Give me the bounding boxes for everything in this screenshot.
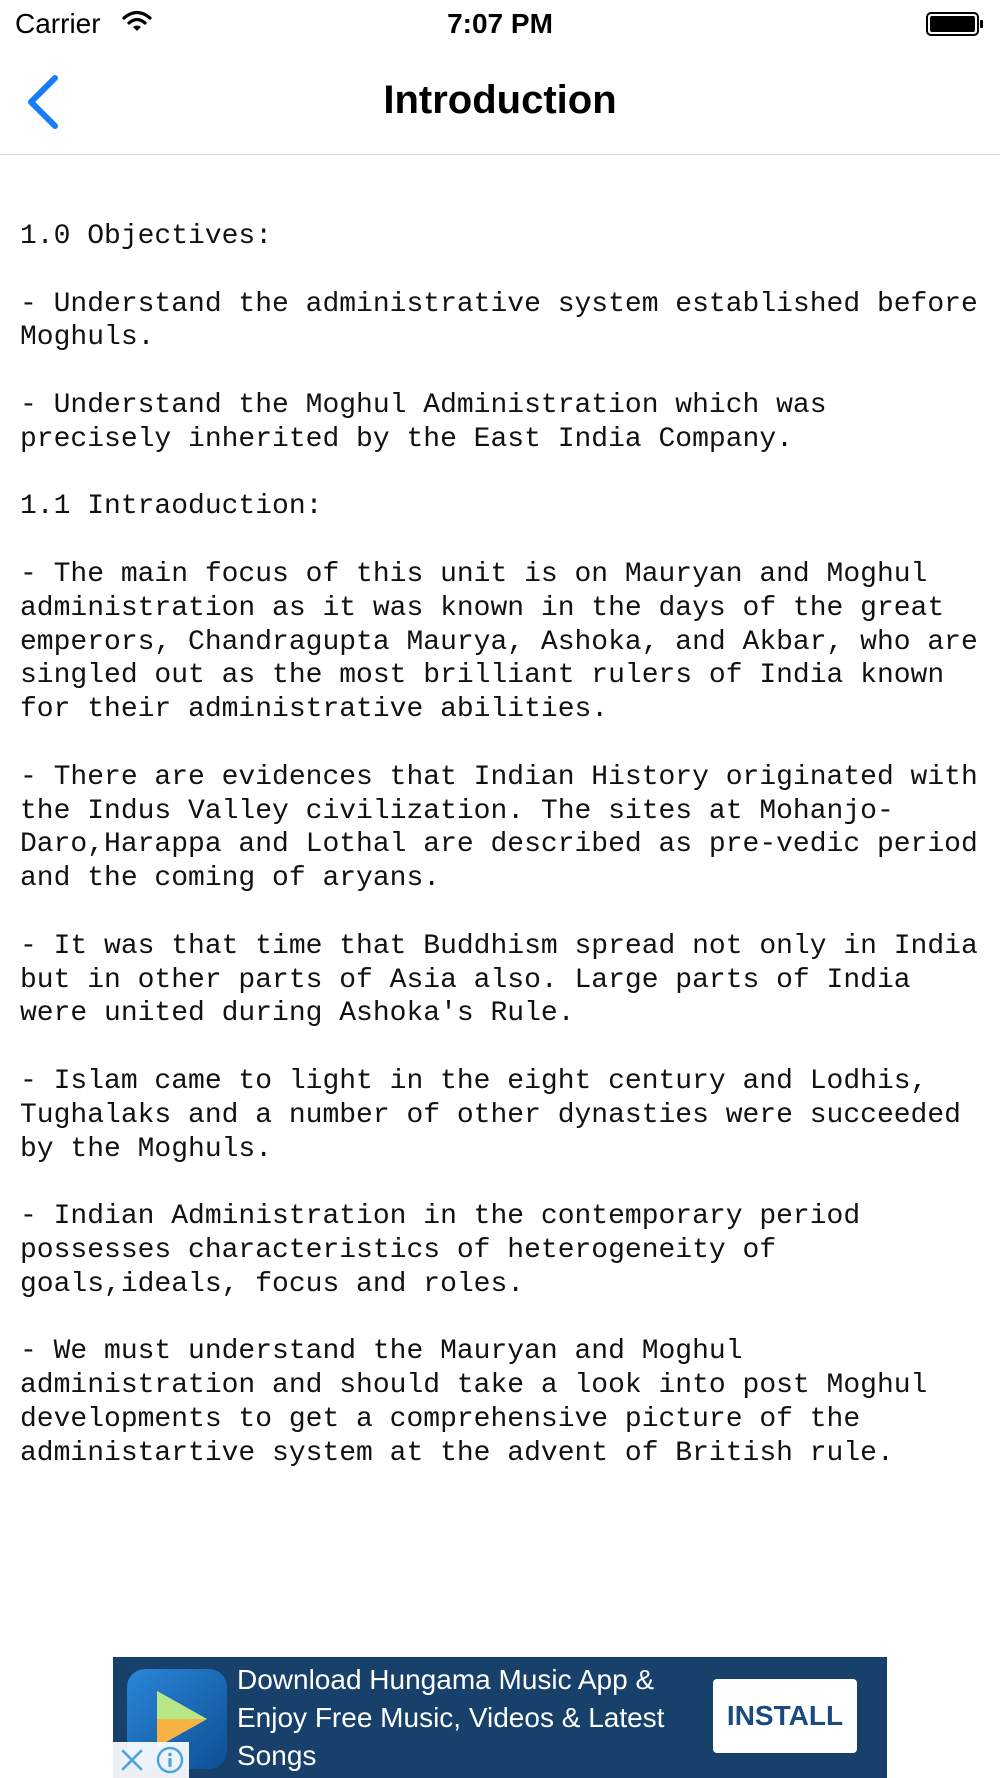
- ad-banner[interactable]: [113, 1657, 887, 1778]
- ad-install-button[interactable]: INSTALL: [713, 1679, 857, 1753]
- navigation-bar: [0, 50, 1000, 155]
- battery-icon: [926, 12, 984, 36]
- ad-controls: [113, 1742, 189, 1778]
- ad-text[interactable]: Download Hungama Music App & Enjoy Free Music, Videos & Latest Songs: [237, 1664, 665, 1771]
- carrier-label: Carrier: [15, 8, 101, 39]
- status-bar: [0, 0, 1000, 50]
- info-icon[interactable]: [151, 1742, 189, 1778]
- close-icon[interactable]: [113, 1742, 151, 1778]
- article-text: 1.0 Objectives: - Understand the administrative system established before Moghuls. - Understand the Moghul Administration which was precisely inherited by the East India Company. 1.1 Intraoduction: - The main focus of this unit is on Mauryan and Moghul administration as it was known in the days of the great emperors, Chandragupta Maurya, Ashoka, and Akbar, who are singled out as the most brilliant rulers of India known for their administrative abilities. - There are evidences that Indian History originated with the Indus Valley civilization. The sites at Mohanjo-Daro,Harappa and Lothal are described as pre-vedic period and the coming of aryans. - It was that time that Buddhism spread not only in India but in other parts of Asia also. Large parts of India were united during Ashoka's Rule. - Islam came to light in the eight century and Lodhis, Tughalaks and a number of other dynasties were succeeded by the Moghuls. - Indian Administration in the contemporary period possesses characteristics of heterogeneity of goals,ideals, focus and roles. - We must understand the Mauryan and Moghul administration and should take a look into post Moghul developments to get a comprehensive picture of the administartive system at the advent of British rule.: [20, 221, 978, 1469]
- page-title: Introduction: [383, 78, 617, 122]
- status-time: 7:07 PM: [447, 8, 553, 39]
